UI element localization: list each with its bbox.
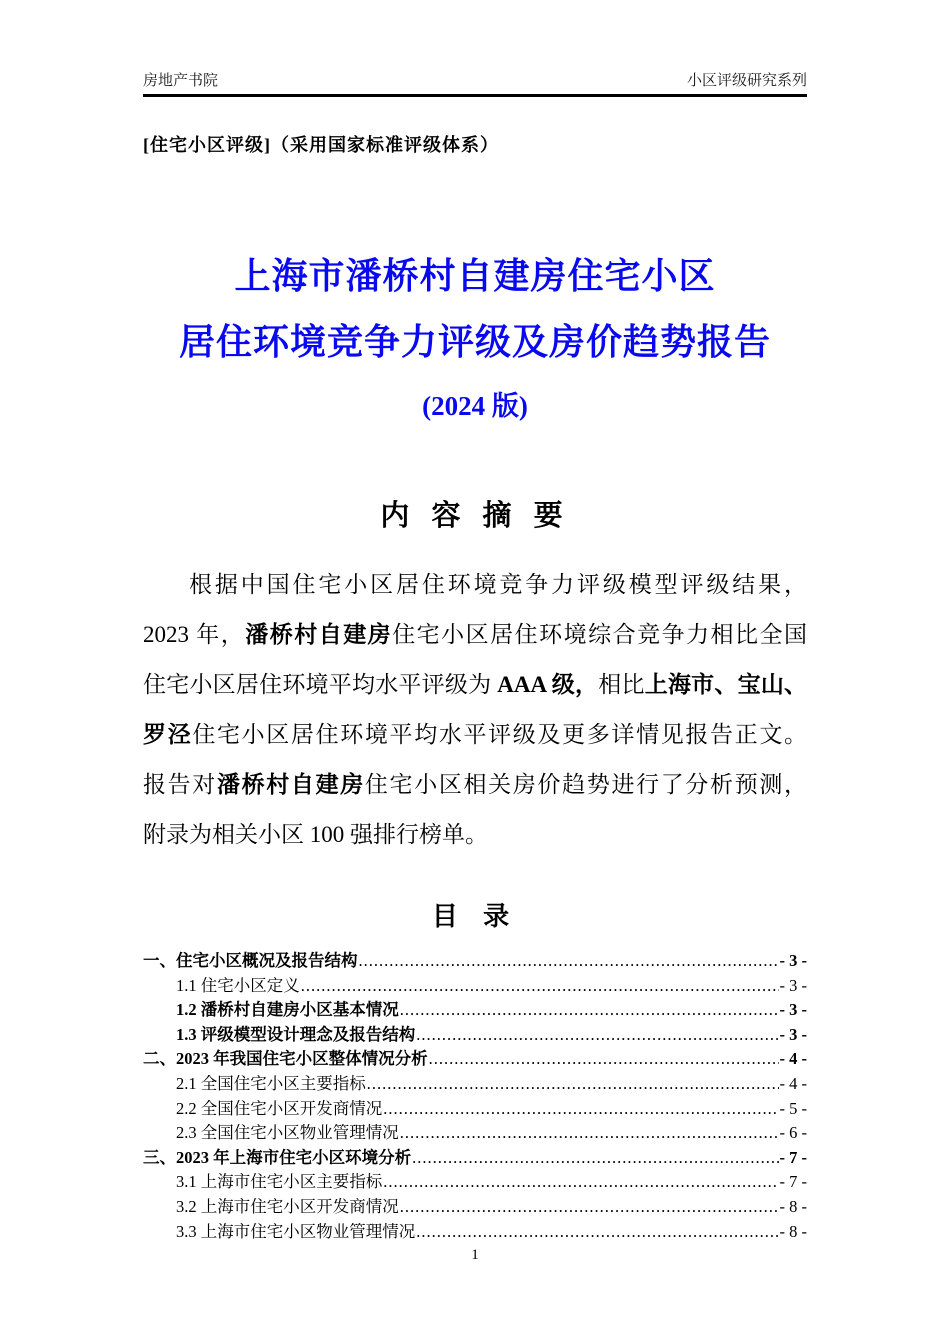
toc-dot-leader bbox=[359, 949, 779, 974]
toc-entry-label: 2.2 全国住宅小区开发商情况 bbox=[176, 1098, 383, 1118]
toc-entry-page: - 8 - bbox=[779, 1221, 807, 1241]
toc-entry-2[interactable] bbox=[143, 1047, 807, 1072]
toc-dot-leader bbox=[383, 1097, 778, 1122]
toc-dot-leader bbox=[412, 1146, 778, 1171]
toc-entry-label: 3.2 上海市住宅小区开发商情况 bbox=[176, 1196, 399, 1216]
toc-entry-page: - 3 - bbox=[779, 951, 807, 970]
region-name-bold: 罗泾 bbox=[143, 722, 193, 747]
summary-text: 根据中国住宅小区居住环境竞争力评级模型评级结果， bbox=[189, 572, 807, 597]
toc-entry-label: 1.1 住宅小区定义 bbox=[176, 975, 300, 995]
toc-dot-leader bbox=[383, 1170, 778, 1195]
toc-entry-page: - 7 - bbox=[779, 1172, 807, 1192]
toc-dot-leader bbox=[301, 974, 779, 999]
summary-text: 住宅小区相关房价趋势进行了分析预测， bbox=[364, 772, 808, 797]
toc-entry-page: - 4 - bbox=[779, 1049, 807, 1069]
toc-entry-label: 2.1 全国住宅小区主要指标 bbox=[176, 1073, 366, 1093]
toc-entry-page: - 7 - bbox=[779, 1147, 807, 1167]
toc-entry-1[interactable] bbox=[143, 949, 807, 974]
toc-entry-page: - 3 - bbox=[779, 1024, 807, 1044]
summary-text: 2023 年， bbox=[143, 622, 246, 647]
summary-line-3 bbox=[143, 660, 807, 710]
toc-dot-leader bbox=[416, 1023, 778, 1048]
toc-entry-page: - 6 - bbox=[779, 1123, 807, 1143]
toc-entry-page: - 3 - bbox=[779, 1000, 807, 1020]
header-right-text: 小区评级研究系列 bbox=[686, 72, 807, 89]
toc-entry-3-1[interactable] bbox=[143, 1170, 807, 1195]
region-names-bold: 上海市、宝山、 bbox=[644, 672, 808, 697]
running-header bbox=[143, 0, 807, 91]
toc-dot-leader bbox=[367, 1072, 779, 1097]
toc-entry-label: 1.2 潘桥村自建房小区基本情况 bbox=[176, 1000, 399, 1020]
toc-entry-label: 一、住宅小区概况及报告结构 bbox=[143, 951, 358, 970]
toc-dot-leader bbox=[400, 1195, 779, 1220]
summary-text: 附录为相关小区 100 强排行榜单。 bbox=[143, 822, 488, 847]
toc-entry-1-2[interactable] bbox=[143, 998, 807, 1023]
summary-paragraph bbox=[143, 560, 807, 860]
rating-system-tagline: [住宅小区评级]（采用国家标准评级体系） bbox=[143, 135, 499, 155]
summary-line-1 bbox=[143, 560, 807, 610]
toc-entry-label: 1.3 评级模型设计理念及报告结构 bbox=[176, 1024, 416, 1044]
summary-text: 住宅小区居住环境平均水平评级为 bbox=[143, 672, 498, 697]
toc-entry-page: - 4 - bbox=[779, 1073, 807, 1093]
summary-text: 住宅小区居住环境平均水平评级及更多详情见报告正文。 bbox=[192, 722, 808, 747]
toc-dot-leader bbox=[416, 1220, 778, 1245]
page-number: 1 bbox=[471, 1247, 479, 1263]
toc-entry-label: 三、2023 年上海市住宅小区环境分析 bbox=[143, 1147, 412, 1167]
toc-entry-page: - 3 - bbox=[779, 975, 807, 995]
toc-heading: 目 录 bbox=[431, 901, 519, 931]
summary-text: 相比 bbox=[598, 672, 645, 697]
header-left-text: 房地产书院 bbox=[143, 72, 219, 89]
toc-entry-3-3[interactable] bbox=[143, 1220, 807, 1245]
toc-entry-2-2[interactable] bbox=[143, 1097, 807, 1122]
report-edition: (2024 版) bbox=[422, 391, 528, 421]
report-title-line2: 居住环境竞争力评级及房价趋势报告 bbox=[178, 322, 771, 362]
toc-entry-2-3[interactable] bbox=[143, 1121, 807, 1146]
toc-entry-label: 2.3 全国住宅小区物业管理情况 bbox=[176, 1123, 399, 1143]
toc-entry-2-1[interactable] bbox=[143, 1072, 807, 1097]
report-title-line1: 上海市潘桥村自建房住宅小区 bbox=[234, 256, 716, 296]
rating-grade-bold: AAA 级， bbox=[497, 672, 599, 697]
toc-dot-leader bbox=[429, 1047, 779, 1072]
community-name-bold: 潘桥村自建房 bbox=[245, 622, 393, 647]
toc-entry-3[interactable] bbox=[143, 1146, 807, 1171]
toc-entry-page: - 8 - bbox=[779, 1196, 807, 1216]
community-name-bold: 潘桥村自建房 bbox=[216, 772, 365, 797]
toc-entry-page: - 5 - bbox=[779, 1098, 807, 1118]
summary-line-4 bbox=[143, 710, 807, 760]
report-title-block bbox=[143, 243, 807, 437]
summary-line-2 bbox=[143, 610, 807, 660]
toc-entry-label: 二、2023 年我国住宅小区整体情况分析 bbox=[143, 1049, 428, 1069]
toc-dot-leader bbox=[400, 1121, 779, 1146]
toc-entry-1-1[interactable] bbox=[143, 974, 807, 999]
toc-entry-1-3[interactable] bbox=[143, 1023, 807, 1048]
toc-entry-label: 3.1 上海市住宅小区主要指标 bbox=[176, 1172, 383, 1192]
summary-line-6 bbox=[143, 810, 807, 860]
toc-entry-3-2[interactable] bbox=[143, 1195, 807, 1220]
toc-dot-leader bbox=[400, 998, 779, 1023]
toc-list bbox=[143, 949, 807, 1244]
header-divider bbox=[143, 94, 807, 97]
summary-text: 住宅小区居住环境综合竞争力相比全国 bbox=[392, 622, 808, 647]
summary-heading: 内 容 摘 要 bbox=[380, 500, 570, 532]
summary-text: 报告对 bbox=[143, 772, 217, 797]
toc-entry-label: 3.3 上海市住宅小区物业管理情况 bbox=[176, 1221, 416, 1241]
summary-line-5 bbox=[143, 760, 807, 810]
